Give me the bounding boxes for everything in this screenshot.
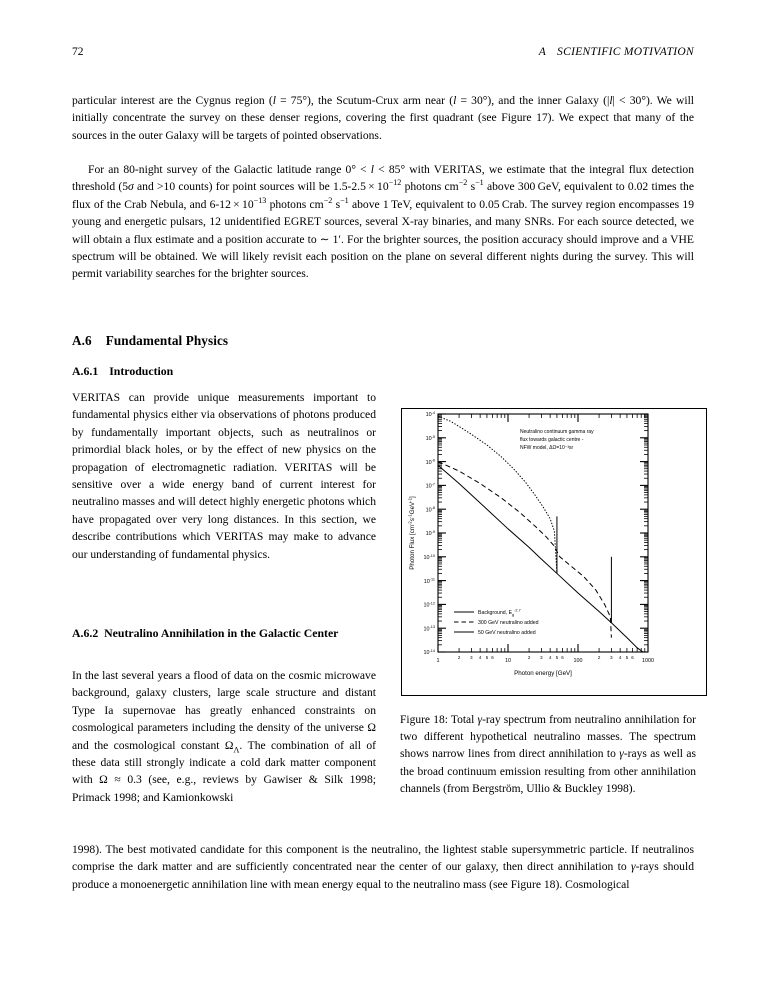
svg-text:6: 6	[561, 655, 564, 660]
appendix-title: SCIENTIFIC MOTIVATION	[557, 46, 694, 58]
svg-text:1000: 1000	[642, 658, 654, 664]
svg-text:Photon Flux [cm-2s-1GeV-1]: Photon Flux $[cm^{-2}s^{-1}GeV^{-1}]$	[407, 496, 416, 570]
subsection-number: A.6.2	[72, 626, 99, 640]
svg-text:6: 6	[631, 655, 634, 660]
svg-text:Neutralino continuum gamma ray: Neutralino continuum gamma ray	[520, 429, 594, 435]
chart-annotation	[520, 429, 594, 451]
series-background-e-	[438, 465, 643, 652]
svg-text:10-5: $10^{-5}$	[425, 434, 435, 442]
section-heading-a6	[72, 333, 228, 349]
running-head-title	[539, 46, 694, 58]
paragraph-neutralino-full: 1998). The best motivated candidate for this component is the neutralino, the lightest stable supersymmetric particle. If neutralinos comprise the dark matter and are sufficiently concentrated near the center of our galaxy, then direct annihilation to γ-rays should produce a monoenergetic annihilation line with mean energy equal to the neutralino mass (see Figure 18). Cosmological	[72, 843, 694, 891]
svg-text:3: 3	[610, 655, 613, 660]
svg-text:10-4: $10^{-4}$	[425, 411, 435, 419]
svg-text:10-14: $10^{-14}$	[423, 649, 435, 657]
figure-caption-label: Figure 18:	[400, 714, 448, 726]
subsection-heading-a62	[72, 625, 376, 642]
spectrum-curves	[438, 416, 643, 652]
svg-text:flux towards galactic centre -: flux towards galactic centre -	[520, 437, 584, 443]
svg-text:10-11: $10^{-11}$	[423, 577, 435, 585]
svg-text:NFW model, ΔΩ=10⁻³sr: NFW model, ΔΩ=10⁻³sr	[520, 445, 574, 451]
running-head	[72, 46, 694, 64]
svg-text:5: 5	[555, 655, 559, 660]
legend-label-50gev: 50 GeV neutralino added	[478, 630, 536, 636]
svg-text:6: 6	[491, 655, 494, 660]
paragraph-continued: particular interest are the Cygnus region (l = 75°), the Scutum-Crux arm near (l = 30°), and the inner Galaxy (|l| < 30°). We will initially concentrate the survey on these denser regions, covering the first quadrant (see Figure 17). We expect that many of the sources in the outer Galaxy will be targets of pointed observations.	[72, 94, 695, 142]
chart-legend	[454, 609, 539, 636]
svg-text:10-7: $10^{-7}$	[425, 482, 435, 490]
appendix-letter: A	[538, 46, 547, 58]
svg-text:10-6: $10^{-6}$	[425, 458, 435, 466]
svg-text:4: 4	[548, 655, 552, 660]
svg-text:5: 5	[485, 655, 489, 660]
paragraph-introduction: VERITAS can provide unique measurements important to fundamental physics either via observations of photons produced by fundamentally important objects, such as neutralinos or primordial black holes, or by the effect of new physics on the propagation of electromagnetic radiation. VERITAS will be sensitive over a wide energy band of current interest for neutralino masses and will detect highly energetic photons which have propagated over very long distances. In this section, we describe contributions which VERITAS may make to advance our understanding of fundamental physics.	[72, 391, 376, 561]
svg-text:2: 2	[457, 655, 461, 660]
svg-text:3: 3	[540, 655, 543, 660]
figure-18-frame	[401, 408, 707, 696]
y-axis-label	[408, 496, 416, 570]
svg-text:10-12: $10^{-12}$	[423, 601, 435, 609]
figure-caption-text: Total γ-ray spectrum from neutralino annihilation for two different hypothetical neutralino masses. The spectrum shows narrow lines from direct annihilation to γ-rays as well as the broad continuum emission resulting from other annihilation channels (from Bergström, Ullio & Buckley 1998).	[400, 714, 696, 795]
svg-text:10-9: $10^{-9}$	[425, 530, 435, 538]
svg-text:4: 4	[478, 655, 482, 660]
annihilation-line-group	[557, 516, 611, 622]
subsection-title: Neutralino Annihilation in the Galactic Center	[104, 626, 339, 640]
paragraph-survey: For an 80-night survey of the Galactic latitude range 0° < l < 85° with VERITAS, we estimate that the integral flux detection threshold (5σ and >10 counts) for point sources will be $1.5-2.5 \times 10^{-12}$ photons $cm^{-2}$ $s^{-1}$ above 300 GeV, equivalent to 0.02 times the flux of the Crab Nebula, and $6-12 \times 10^{-13}$ photons $cm^{-2}$ $s^{-1}$ above 1 TeV, equivalent to 0.05 Crab. The survey region encompasses 19 young and energetic pulsars, 12 unidentified EGRET sources, several X-ray binaries, and many SNRs. For each source detected, we will obtain a flux estimate and a position accurate to ∼ 1′. For the brighter sources, the position accuracy should improve and a VHE spectrum will be obtained. We will likely revisit each position on the plane on several different nights during the survey. This will permit variability searches for the brighter sources.	[72, 163, 695, 281]
subsection-heading-a61	[72, 363, 376, 380]
section-title: Fundamental Physics	[105, 333, 229, 348]
paragraph-neutralino-column: In the last several years a flood of data on the cosmic microwave background, galaxy clusters, large scale structure and distant Type Ia supernovae has greatly enhanced constraints on cosmological parameters including the density of the universe Ω and the cosmological constant $\Omega_\Lambda$. The combination of all of these data still strongly indicate a cold dark matter component with Ω ≈ 0.3 (see, e.g., reviews by Gawiser & Silk 1998; Primack 1998; and Kamionkowski	[72, 669, 376, 804]
x-axis-label: Photon energy [GeV]	[514, 670, 572, 677]
x-axis-ticks	[437, 414, 655, 664]
subsection-number: A.6.1	[72, 364, 99, 378]
svg-text:10-8: $10^{-8}$	[425, 506, 435, 514]
neutralino-spectrum-chart	[402, 409, 706, 695]
svg-text:10: 10	[505, 658, 511, 664]
svg-text:100: 100	[573, 658, 583, 664]
svg-text:10-13: $10^{-13}$	[423, 625, 435, 633]
legend-label-300gev: 300 GeV neutralino added	[478, 620, 539, 626]
svg-text:3: 3	[470, 655, 473, 660]
svg-text:2: 2	[527, 655, 531, 660]
svg-text:1: 1	[436, 658, 440, 664]
legend-label-background: Background, $E_g^{-2.7}$	[478, 608, 521, 617]
section-number: A.6	[72, 333, 92, 348]
subsection-title: Introduction	[109, 364, 174, 378]
figure-18-caption	[400, 712, 696, 798]
page-number: 72	[72, 46, 84, 58]
svg-text:5: 5	[625, 655, 629, 660]
svg-text:2: 2	[597, 655, 601, 660]
svg-text:10-10: $10^{-10}$	[423, 553, 435, 561]
svg-text:4: 4	[618, 655, 622, 660]
